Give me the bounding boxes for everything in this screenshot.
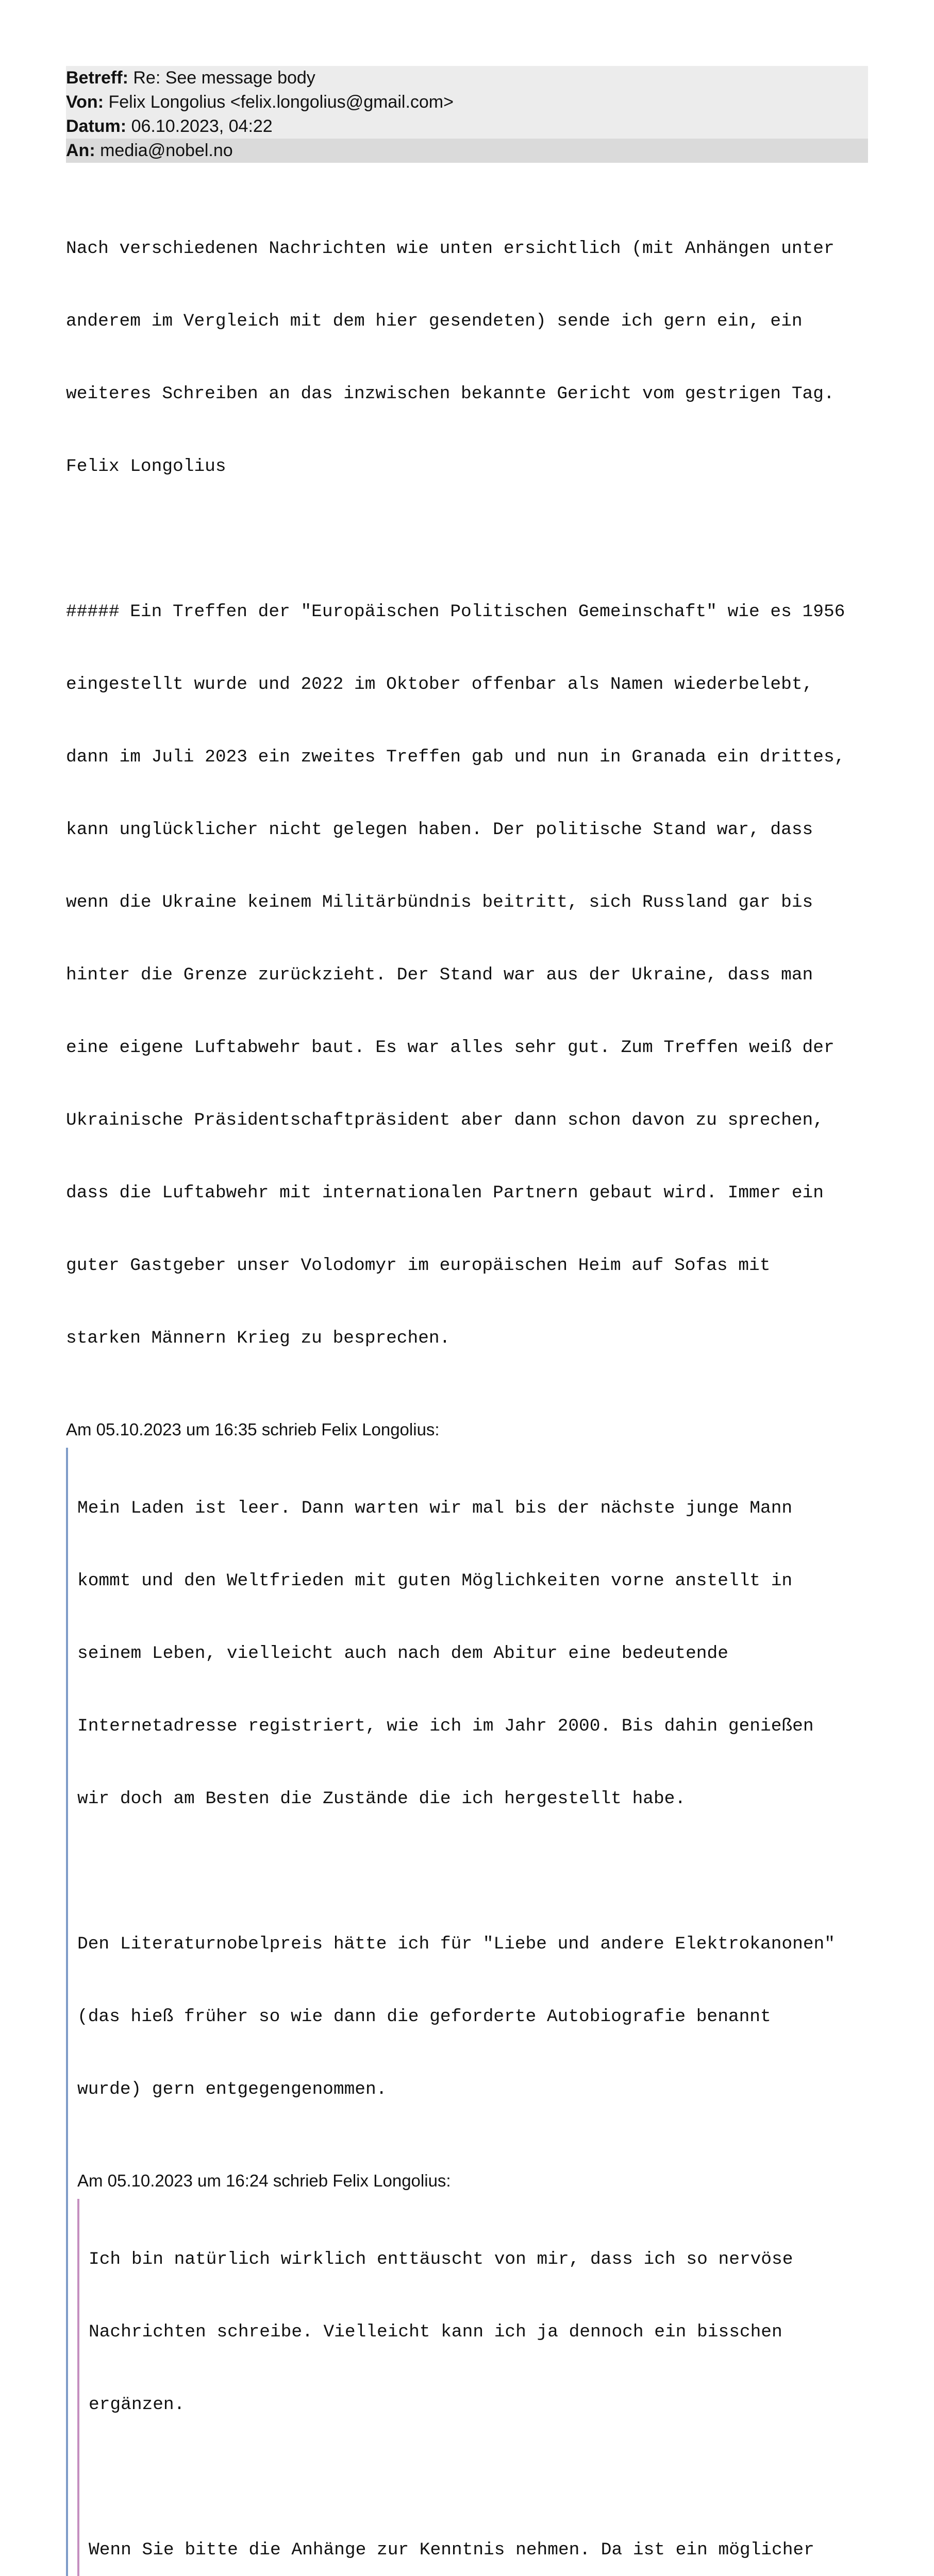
text-line: kommt und den Weltfrieden mit guten Möglichkeiten vorne anstellt in	[77, 1571, 793, 1591]
date-value: 06.10.2023, 04:22	[131, 116, 273, 136]
quote2-paragraph	[89, 2199, 868, 2465]
text-line: Nach verschiedenen Nachrichten wie unten ersichtlich (mit Anhängen unter	[66, 239, 835, 259]
text-line: weiteres Schreiben an das inzwischen bekannte Gericht vom gestrigen Tag.	[66, 384, 835, 404]
text-line: Internetadresse registriert, wie ich im Jahr 2000. Bis dahin genießen	[77, 1716, 814, 1736]
body-paragraph	[66, 551, 868, 1399]
text-line: starken Männern Krieg zu besprechen.	[66, 1328, 451, 1348]
to-label: An:	[66, 141, 95, 160]
email-header	[66, 66, 868, 163]
text-line: wenn die Ukraine keinem Militärbündnis beitritt, sich Russland gar bis	[66, 892, 813, 912]
quote2-block	[77, 2199, 868, 2576]
text-line: Ich bin natürlich wirklich enttäuscht von mir, dass ich so nervöse	[89, 2249, 793, 2269]
text-line: wir doch am Besten die Zustände die ich hergestellt habe.	[77, 1789, 686, 1809]
to-row	[66, 139, 868, 163]
subject-row	[66, 66, 868, 90]
text-line: guter Gastgeber unser Volodomyr im europäischen Heim auf Sofas mit	[66, 1256, 771, 1276]
quote1-paragraph	[77, 1884, 868, 2150]
text-line: hinter die Grenze zurückzieht. Der Stand war aus der Ukraine, dass man	[66, 965, 813, 985]
date-row	[66, 114, 868, 139]
date-label: Datum:	[66, 116, 127, 136]
from-label: Von:	[66, 92, 104, 112]
text-line: eine eigene Luftabwehr baut. Es war alles sehr gut. Zum Treffen weiß der	[66, 1038, 835, 1058]
text-line: Ukrainische Präsidentschaftpräsident aber dann schon davon zu sprechen,	[66, 1110, 824, 1130]
quote2-attribution: Am 05.10.2023 um 16:24 schrieb Felix Longolius:	[77, 2171, 451, 2190]
subject-value: Re: See message body	[133, 68, 315, 88]
quote1-block	[66, 1448, 868, 2576]
text-line: (das hieß früher so wie dann die geforderte Autobiografie benannt	[77, 2007, 771, 2027]
text-line: Felix Longolius	[66, 456, 226, 477]
to-value[interactable]: media@nobel.no	[100, 141, 233, 160]
text-line: ##### Ein Treffen der "Europäischen Politischen Gemeinschaft" wie es 1956	[66, 602, 845, 622]
subject-label: Betreff:	[66, 68, 128, 88]
email-page	[66, 66, 868, 2576]
intro-paragraph	[66, 188, 868, 527]
text-line: eingestellt wurde und 2022 im Oktober offenbar als Namen wiederbelebt,	[66, 674, 813, 694]
text-line: Wenn Sie bitte die Anhänge zur Kenntnis nehmen. Da ist ein möglicher	[89, 2540, 814, 2560]
quote2-paragraph	[89, 2489, 868, 2576]
text-line: anderem im Vergleich mit dem hier gesendeten) sende ich gern ein, ein	[66, 311, 803, 331]
text-line: ergänzen.	[89, 2395, 185, 2415]
from-value[interactable]: Felix Longolius <felix.longolius@gmail.com>	[108, 92, 454, 112]
text-line: seinem Leben, vielleicht auch nach dem Abitur eine bedeutende	[77, 1643, 728, 1664]
text-line: kann unglücklicher nicht gelegen haben. Der politische Stand war, dass	[66, 820, 813, 840]
quote1-paragraph	[77, 1448, 868, 1859]
text-line: Mein Laden ist leer. Dann warten wir mal bis der nächste junge Mann	[77, 1498, 793, 1518]
from-row	[66, 90, 868, 114]
text-line: dann im Juli 2023 ein zweites Treffen gab und nun in Granada ein drittes,	[66, 747, 845, 767]
text-line: Nachrichten schreibe. Vielleicht kann ich ja dennoch ein bisschen	[89, 2322, 782, 2342]
text-line: Den Literaturnobelpreis hätte ich für "Liebe und andere Elektrokanonen"	[77, 1934, 835, 1954]
quote1-attribution: Am 05.10.2023 um 16:35 schrieb Felix Longolius:	[66, 1420, 440, 1439]
text-line: dass die Luftabwehr mit internationalen Partnern gebaut wird. Immer ein	[66, 1183, 824, 1203]
text-line: wurde) gern entgegengenommen.	[77, 2079, 387, 2099]
